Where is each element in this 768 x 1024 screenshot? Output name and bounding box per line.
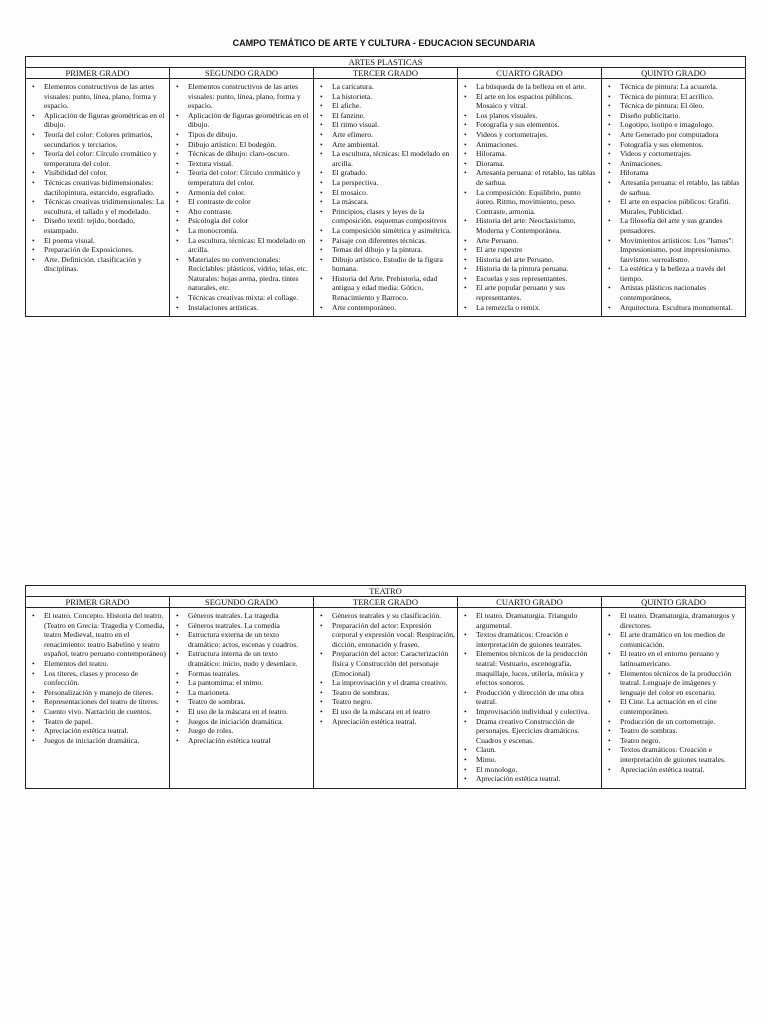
topic-item: • Técnica de pintura: El acrílico.: [620, 92, 743, 102]
topic-item: • El arte dramático en los medios de comunicación.: [620, 630, 743, 649]
topic-item: • Técnica de pintura: El óleo.: [620, 101, 743, 111]
topic-item: • El teatro. Concepto. Historia del teatro. (Teatro en Grecia: Tragedia y Comedia, teatro Medieval, teatro en el renacimiento: teatro Isabelino y teatro español, teatro peruano contemporáneo): [44, 611, 167, 659]
grade-header: QUINTO GRADO: [602, 597, 746, 608]
topic-item: • El ritmo visual.: [332, 120, 455, 130]
topic-item: • La escultura, técnicas: El modelado en arcilla.: [332, 149, 455, 168]
topic-item: • Elementos técnicos de la producción teatral. Lenguaje de imágenes y lenguaje del color en escenario.: [620, 669, 743, 698]
topic-item: • El uso de la máscara en el teatro: [332, 707, 455, 717]
teatro-table: [25, 585, 746, 789]
grade-header: CUARTO GRADO: [458, 68, 602, 79]
topic-item: • Juegos de iniciación dramática.: [44, 736, 167, 746]
topic-item: • Técnicas creativas tridimensionales: La escultura, el tallado y el modelado.: [44, 197, 167, 216]
topic-item: • El mosaico.: [332, 188, 455, 198]
topic-item: • Armonía del color.: [188, 188, 311, 198]
topic-item: • Improvisación individual y colectiva.: [476, 707, 599, 717]
topic-item: • Personalización y manejo de títeres.: [44, 688, 167, 698]
topic-item: • Psicología del color: [188, 216, 311, 226]
topic-item: • Preparación del actor: Caracterización física y Construcción del personaje (Emocional): [332, 649, 455, 678]
topic-item: • Materiales no convencionales: Reciclables: plásticos, vidrio, telas, etc. Naturales: hojas arena, piedra, tintes naturales, etc.: [188, 255, 311, 293]
topic-item: • El arte en los espacios públicos. Mosaico y vitral.: [476, 92, 599, 111]
topic-list: [26, 608, 169, 749]
topic-item: • Historia de la pintura peruana.: [476, 264, 599, 274]
topic-item: • El teatro. Dramaturgia, dramaturgos y directores.: [620, 611, 743, 630]
topic-item: • Arte. Definición. clasificación y disciplinas.: [44, 255, 167, 274]
topic-item: • Dibujo artístico: El bodegón.: [188, 140, 311, 150]
topic-item: • Arte contemporáneo.: [332, 303, 455, 313]
topic-list: [26, 79, 169, 278]
topic-item: • Apreciación estética teatral.: [620, 765, 743, 775]
topic-item: • Paisaje con diferentes técnicas.: [332, 236, 455, 246]
topic-item: • Preparación del actor: Expresión corporal y expresión vocal: Respiración, dicción, entonación y fraseo.: [332, 621, 455, 650]
topic-item: • Arte Generado por computadora: [620, 130, 743, 140]
topic-item: • Elementos del teatro.: [44, 659, 167, 669]
topic-item: • Preparación de Exposiciones.: [44, 245, 167, 255]
topic-item: • Teoría del color: Círculo cromático y temperatura del color.: [44, 149, 167, 168]
topic-item: • Tipos de dibujo.: [188, 130, 311, 140]
topic-item: • Videos y cortometrajes.: [476, 130, 599, 140]
topic-list: [170, 79, 313, 316]
topic-item: • Instalaciones artísticas.: [188, 303, 311, 313]
topic-item: • Apreciación estética teatral.: [476, 774, 599, 784]
document-title: CAMPO TEMÁTICO DE ARTE Y CULTURA - EDUCACION SECUNDARIA: [232, 38, 536, 48]
topic-item: • Apreciación estética teatral.: [332, 717, 455, 727]
topic-list: [458, 79, 601, 316]
topic-item: • Textos dramáticos: Creación e interpretación de guiones teatrales.: [476, 630, 599, 649]
topic-item: • Teatro negro.: [620, 736, 743, 746]
topic-item: • La historieta.: [332, 92, 455, 102]
topic-item: • El grabado.: [332, 168, 455, 178]
topic-item: • Los planos visuales.: [476, 111, 599, 121]
topic-item: • Historia del arte Peruano.: [476, 255, 599, 265]
topic-item: • El arte popular peruano y sus representantes.: [476, 283, 599, 302]
topic-list: [314, 79, 457, 316]
topic-item: • El fanzine.: [332, 111, 455, 121]
topic-item: • Diseño publicitario.: [620, 111, 743, 121]
topic-item: • La estética y la belleza a través del tiempo.: [620, 264, 743, 283]
topic-item: • Técnicas creativas bidimensionales: dactilopintura, estarcido, esgrafiado.: [44, 178, 167, 197]
grade-column: [458, 608, 602, 789]
topic-item: • Movimientos artísticos: Los "Ismos": Impresionismo, post impresionismo. fauvismo. surrealismo.: [620, 236, 743, 265]
grade-header: CUARTO GRADO: [458, 597, 602, 608]
grade-column: [602, 79, 746, 317]
topic-item: • La composición simétrica y asimétrica.: [332, 226, 455, 236]
grade-header: TERCER GRADO: [314, 597, 458, 608]
topic-item: • Historia del Arte. Prehistoria, edad antigua y edad media: Gótico, Renacimiento y Barroco.: [332, 274, 455, 303]
grade-header: SEGUNDO GRADO: [170, 68, 314, 79]
topic-item: • Logotipo, isotipo e imagologo.: [620, 120, 743, 130]
topic-item: • Producción de un cortometraje.: [620, 717, 743, 727]
grade-header: TERCER GRADO: [314, 68, 458, 79]
topic-item: • Estructura interna de un texto dramático: inicio, nudo y desenlace.: [188, 649, 311, 668]
topic-item: • Claun.: [476, 745, 599, 755]
topic-item: • Cuento vivo. Narración de cuentos.: [44, 707, 167, 717]
topic-item: • El teatro en el entorno peruano y latinoamericano.: [620, 649, 743, 668]
section-title: TEATRO: [26, 586, 746, 597]
topic-item: • Técnica de pintura: La acuarela.: [620, 82, 743, 92]
topic-item: • Juego de roles.: [188, 726, 311, 736]
topic-item: • Principios, clases y leyes de la composición. esquemas compositivos: [332, 207, 455, 226]
topic-item: • Estructura externa de un texto dramático: actos, escenas y cuadros.: [188, 630, 311, 649]
topic-item: • Elementos constructivos de las artes visuales: punto, línea, plano, forma y espacio.: [188, 82, 311, 111]
grade-column: [314, 608, 458, 789]
grade-column: [458, 79, 602, 317]
section-title: ARTES PLASTICAS: [26, 57, 746, 68]
topic-list: [602, 608, 745, 778]
topic-item: • Géneros teatrales y su clasificación.: [332, 611, 455, 621]
topic-item: • Artesanía peruana: el retablo, las tablas de sarhua.: [620, 178, 743, 197]
topic-item: • El poema visual.: [44, 236, 167, 246]
topic-item: • El monologo.: [476, 765, 599, 775]
topic-item: • Teatro de sombras.: [188, 697, 311, 707]
topic-item: • Apreciación estética teatral.: [44, 726, 167, 736]
topic-item: • Videos y cortometrajes.: [620, 149, 743, 159]
topic-item: • Escuelas y sus representantes.: [476, 274, 599, 284]
grade-column: [170, 608, 314, 789]
topic-item: • El arte rupestre: [476, 245, 599, 255]
topic-item: • El contraste de color: [188, 197, 311, 207]
topic-item: • Textura visual.: [188, 159, 311, 169]
grade-header: QUINTO GRADO: [602, 68, 746, 79]
topic-item: • Elementos constructivos de las artes visuales: punto, línea, plano, forma y espacio.: [44, 82, 167, 111]
topic-item: • Fotografía y sus elementos.: [476, 120, 599, 130]
topic-item: • La máscara.: [332, 197, 455, 207]
topic-item: • Aplicación de figuras geométricas en el dibujo.: [44, 111, 167, 130]
topic-item: • Hilorama.: [476, 149, 599, 159]
topic-item: • La búsqueda de la belleza en el arte.: [476, 82, 599, 92]
topic-item: • Dibujo artístico. Estudio de la figura humana.: [332, 255, 455, 274]
topic-item: • La filosofía del arte y sus grandes pensadores.: [620, 216, 743, 235]
topic-item: • Técnicas de dibujo: claro-oscuro.: [188, 149, 311, 159]
topic-item: • Diseño textil: tejido, bordado, estampado.: [44, 216, 167, 235]
topic-item: • Teoría del color: Círculo cromático y temperatura del color.: [188, 168, 311, 187]
topic-item: • Animaciones.: [476, 140, 599, 150]
topic-item: • La escultura, técnicas: El modelado en arcilla.: [188, 236, 311, 255]
topic-item: • Arte efímero.: [332, 130, 455, 140]
topic-item: • La improvisación y el drama creativo.: [332, 678, 455, 688]
topic-item: • Técnicas creativas mixta: el collage.: [188, 293, 311, 303]
topic-item: • El teatro. Dramaturgia. Triangulo argumental.: [476, 611, 599, 630]
grade-column: [26, 79, 170, 317]
topic-item: • La composición: Equilibrio, punto áureo. Ritmo, movimiento, peso. Contraste, armonía.: [476, 188, 599, 217]
topic-item: • Hilorama: [620, 168, 743, 178]
topic-item: • Aplicación de figuras geométricas en el dibujo.: [188, 111, 311, 130]
topic-item: • Teatro de papel.: [44, 717, 167, 727]
topic-item: • Teatro de sombras.: [332, 688, 455, 698]
grade-header: PRIMER GRADO: [26, 68, 170, 79]
topic-item: • La caricatura.: [332, 82, 455, 92]
topic-item: • Fotografía y sus elementos.: [620, 140, 743, 150]
topic-item: • Producción y dirección de una obra teatral.: [476, 688, 599, 707]
topic-item: • La monocromía.: [188, 226, 311, 236]
grade-header: PRIMER GRADO: [26, 597, 170, 608]
topic-item: • El uso de la máscara en el teatro.: [188, 707, 311, 717]
topic-item: • Juegos de iniciación dramática.: [188, 717, 311, 727]
artes-plasticas-table: [25, 56, 746, 317]
grade-column: [26, 608, 170, 789]
topic-item: • Formas teatrales.: [188, 669, 311, 679]
topic-list: [602, 79, 745, 316]
grade-column: [314, 79, 458, 317]
topic-item: • Los títeres, clases y proceso de confección.: [44, 669, 167, 688]
topic-list: [170, 608, 313, 749]
topic-item: • Representaciones del teatro de títeres.: [44, 697, 167, 707]
topic-item: • Elementos técnicos de la producción teatral: Vestuario, escenografía, maquillaje, luces, utilería, música y efectos sonoros.: [476, 649, 599, 687]
topic-item: • Teatro de sombras.: [620, 726, 743, 736]
topic-item: • Géneros teatrales. La tragedia: [188, 611, 311, 621]
grade-header: SEGUNDO GRADO: [170, 597, 314, 608]
topic-item: • Géneros teatrales. La comedia: [188, 621, 311, 631]
topic-item: • La pantomima: el mimo.: [188, 678, 311, 688]
topic-item: • Temas del dibujo y la pintura.: [332, 245, 455, 255]
topic-list: [314, 608, 457, 730]
topic-item: • Teatro negro.: [332, 697, 455, 707]
topic-item: • Visibilidad del color.: [44, 168, 167, 178]
topic-item: • Apreciación estética teatral: [188, 736, 311, 746]
topic-item: • Teoría del color: Colores primarios, secundarios y terciarios.: [44, 130, 167, 149]
topic-item: • Animaciones.: [620, 159, 743, 169]
topic-list: [458, 608, 601, 788]
topic-item: • Arte Peruano.: [476, 236, 599, 246]
topic-item: • El afiche.: [332, 101, 455, 111]
topic-item: • Arquitectura. Escultura monumental.: [620, 303, 743, 313]
topic-item: • Textos dramáticos: Creación e interpretación de guiones teatrales.: [620, 745, 743, 764]
topic-item: • Historia del arte: Neoclasicismo, Moderna y Contemporánea.: [476, 216, 599, 235]
topic-item: • La marioneta.: [188, 688, 311, 698]
topic-item: • Mimo.: [476, 755, 599, 765]
topic-item: • Alto contraste.: [188, 207, 311, 217]
topic-item: • El arte en espacios públicos: Grafiti. Murales, Publicidad.: [620, 197, 743, 216]
topic-item: • Artesanía peruana: el retablo, las tablas de sarhua.: [476, 168, 599, 187]
topic-item: • Artistas plásticos nacionales contemporáneos.: [620, 283, 743, 302]
topic-item: • Arte ambiental.: [332, 140, 455, 150]
grade-column: [170, 79, 314, 317]
topic-item: • Drama creativo Construcción de personajes. Ejercicios dramáticos. Cuadros y escenas.: [476, 717, 599, 746]
topic-item: • El Cine. La actuación en el cine contemporáneo.: [620, 697, 743, 716]
topic-item: • La perspectiva.: [332, 178, 455, 188]
topic-item: • La remezcla o remix.: [476, 303, 599, 313]
grade-column: [602, 608, 746, 789]
topic-item: • Diorama.: [476, 159, 599, 169]
